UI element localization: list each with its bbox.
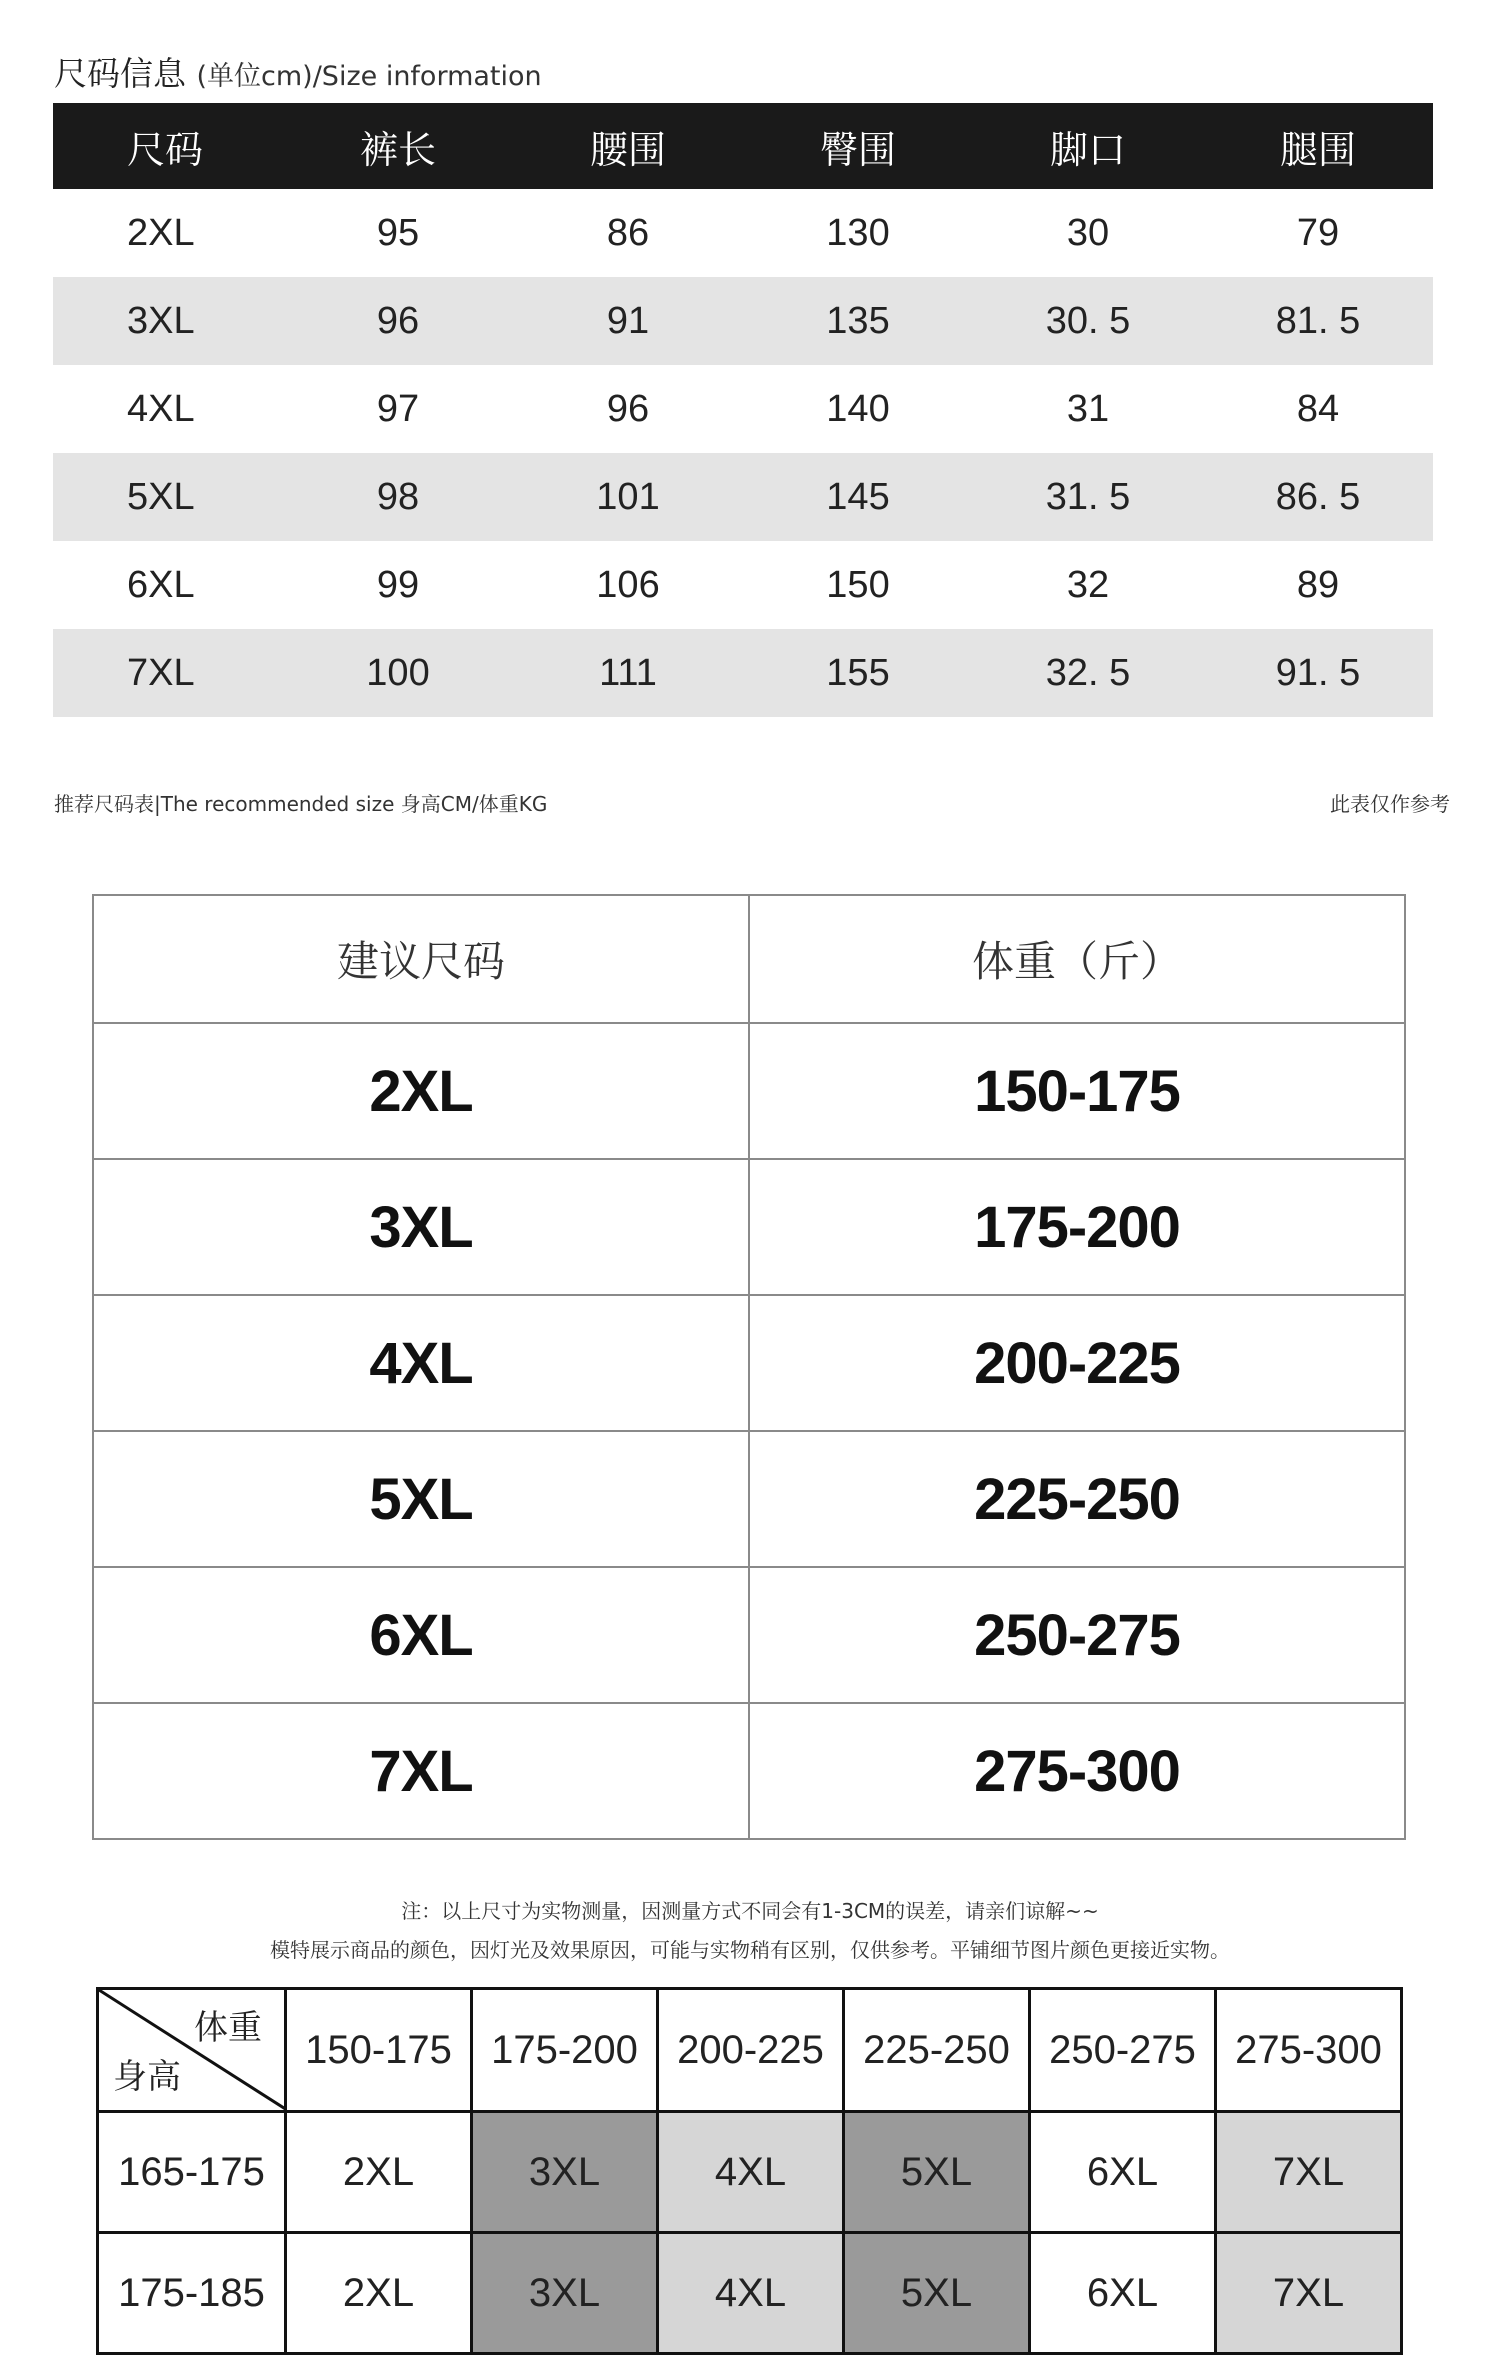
matrix-size-cell: 6XL bbox=[1030, 2233, 1216, 2354]
matrix-header-row bbox=[98, 1989, 1402, 2112]
rec-size-cell: 6XL bbox=[93, 1567, 749, 1703]
size-cell: 32 bbox=[1066, 563, 1110, 606]
rec-size-cell: 5XL bbox=[93, 1431, 749, 1567]
size-cell: 3XL bbox=[53, 277, 283, 365]
size-cell: 32. 5 bbox=[973, 629, 1203, 717]
size-info-title-text: 尺码信息 bbox=[54, 54, 186, 93]
size-info-unit: (单位cm)/Size information bbox=[196, 61, 542, 92]
size-cell: 89 bbox=[1296, 563, 1340, 606]
size-row bbox=[53, 453, 1433, 541]
size-cell: 130 bbox=[826, 211, 890, 254]
recommended-size-table bbox=[92, 894, 1406, 1840]
size-cell: 86 bbox=[606, 211, 650, 254]
size-info-title bbox=[54, 48, 542, 95]
matrix-size-cell: 2XL bbox=[286, 2233, 472, 2354]
matrix-size-cell: 5XL bbox=[844, 2233, 1030, 2354]
size-cell: 31 bbox=[1066, 387, 1110, 430]
size-cell: 106 bbox=[596, 563, 660, 606]
size-cell: 155 bbox=[743, 629, 973, 717]
size-cell: 140 bbox=[826, 387, 890, 430]
matrix-weight-header: 200-225 bbox=[658, 1989, 844, 2112]
size-cell: 111 bbox=[513, 629, 743, 717]
size-row bbox=[53, 277, 1433, 365]
size-row bbox=[53, 541, 1433, 629]
size-cell: 95 bbox=[376, 211, 420, 254]
reference-note: 此表仅作参考 bbox=[1330, 792, 1450, 816]
size-cell: 30 bbox=[1066, 211, 1110, 254]
rec-row bbox=[93, 1295, 1405, 1431]
header-size: 尺码 bbox=[53, 103, 283, 189]
color-note: 模特展示商品的颜色，因灯光及效果原因，可能与实物稍有区别，仅供参考。平铺细节图片颜色更接近实物。 bbox=[270, 1938, 1230, 1962]
size-row bbox=[53, 189, 1433, 277]
size-cell: 145 bbox=[743, 453, 973, 541]
recommended-caption: 推荐尺码表|The recommended size 身高CM/体重KG bbox=[54, 792, 548, 816]
size-cell: 96 bbox=[606, 387, 650, 430]
matrix-weight-header: 225-250 bbox=[844, 1989, 1030, 2112]
rec-row bbox=[93, 1431, 1405, 1567]
matrix-height-cell: 165-175 bbox=[98, 2112, 286, 2233]
rec-size-cell: 2XL bbox=[93, 1023, 749, 1159]
matrix-size-cell: 7XL bbox=[1216, 2112, 1402, 2233]
matrix-size-cell: 3XL bbox=[472, 2233, 658, 2354]
rec-row bbox=[93, 1703, 1405, 1839]
matrix-weight-header: 275-300 bbox=[1216, 1989, 1402, 2112]
header-length: 裤长 bbox=[283, 103, 513, 189]
size-row bbox=[53, 629, 1433, 717]
rec-size-cell: 7XL bbox=[93, 1703, 749, 1839]
rec-header-size: 建议尺码 bbox=[93, 895, 749, 1023]
matrix-height-cell: 175-185 bbox=[98, 2233, 286, 2354]
matrix-size-cell: 2XL bbox=[286, 2112, 472, 2233]
size-cell: 96 bbox=[283, 277, 513, 365]
size-cell: 4XL bbox=[127, 387, 195, 430]
size-cell: 150 bbox=[826, 563, 890, 606]
matrix-size-cell: 4XL bbox=[658, 2233, 844, 2354]
size-row bbox=[53, 365, 1433, 453]
rec-header-weight: 体重（斤） bbox=[749, 895, 1405, 1023]
corner-height-label: 身高 bbox=[113, 2057, 181, 2097]
size-cell: 86. 5 bbox=[1203, 453, 1433, 541]
rec-weight-cell: 200-225 bbox=[749, 1295, 1405, 1431]
matrix-weight-header: 150-175 bbox=[286, 1989, 472, 2112]
matrix-row bbox=[98, 2233, 1402, 2354]
rec-size-cell: 4XL bbox=[93, 1295, 749, 1431]
matrix-weight-header: 175-200 bbox=[472, 1989, 658, 2112]
size-cell: 31. 5 bbox=[973, 453, 1203, 541]
rec-weight-cell: 150-175 bbox=[749, 1023, 1405, 1159]
rec-size-cell: 3XL bbox=[93, 1159, 749, 1295]
matrix-size-cell: 3XL bbox=[472, 2112, 658, 2233]
size-cell: 5XL bbox=[53, 453, 283, 541]
size-table-header bbox=[53, 103, 1433, 189]
size-info-table bbox=[53, 103, 1433, 717]
rec-row bbox=[93, 1567, 1405, 1703]
size-cell: 135 bbox=[743, 277, 973, 365]
size-cell: 100 bbox=[283, 629, 513, 717]
rec-row bbox=[93, 1023, 1405, 1159]
rec-weight-cell: 175-200 bbox=[749, 1159, 1405, 1295]
rec-table-header bbox=[93, 895, 1405, 1023]
size-cell: 79 bbox=[1296, 211, 1340, 254]
size-cell: 91 bbox=[513, 277, 743, 365]
size-cell: 99 bbox=[376, 563, 420, 606]
matrix-row bbox=[98, 2112, 1402, 2233]
matrix-size-cell: 5XL bbox=[844, 2112, 1030, 2233]
size-cell: 6XL bbox=[127, 563, 195, 606]
matrix-corner bbox=[98, 1989, 286, 2112]
size-cell: 101 bbox=[513, 453, 743, 541]
matrix-size-cell: 6XL bbox=[1030, 2112, 1216, 2233]
size-cell: 2XL bbox=[127, 211, 195, 254]
matrix-size-cell: 4XL bbox=[658, 2112, 844, 2233]
rec-weight-cell: 250-275 bbox=[749, 1567, 1405, 1703]
size-cell: 7XL bbox=[53, 629, 283, 717]
size-cell: 91. 5 bbox=[1203, 629, 1433, 717]
size-cell: 97 bbox=[376, 387, 420, 430]
header-hip: 臀围 bbox=[743, 103, 973, 189]
rec-weight-cell: 275-300 bbox=[749, 1703, 1405, 1839]
measurement-note: 注：以上尺寸为实物测量，因测量方式不同会有1-3CM的误差，请亲们谅解~~ bbox=[401, 1899, 1099, 1923]
header-hem: 脚口 bbox=[973, 103, 1203, 189]
size-cell: 98 bbox=[283, 453, 513, 541]
header-thigh: 腿围 bbox=[1203, 103, 1433, 189]
height-weight-matrix bbox=[96, 1987, 1403, 2355]
size-cell: 84 bbox=[1296, 387, 1340, 430]
header-waist: 腰围 bbox=[513, 103, 743, 189]
rec-row bbox=[93, 1159, 1405, 1295]
size-cell: 81. 5 bbox=[1203, 277, 1433, 365]
matrix-size-cell: 7XL bbox=[1216, 2233, 1402, 2354]
matrix-weight-header: 250-275 bbox=[1030, 1989, 1216, 2112]
corner-weight-label: 体重 bbox=[194, 2008, 262, 2048]
rec-weight-cell: 225-250 bbox=[749, 1431, 1405, 1567]
size-cell: 30. 5 bbox=[973, 277, 1203, 365]
